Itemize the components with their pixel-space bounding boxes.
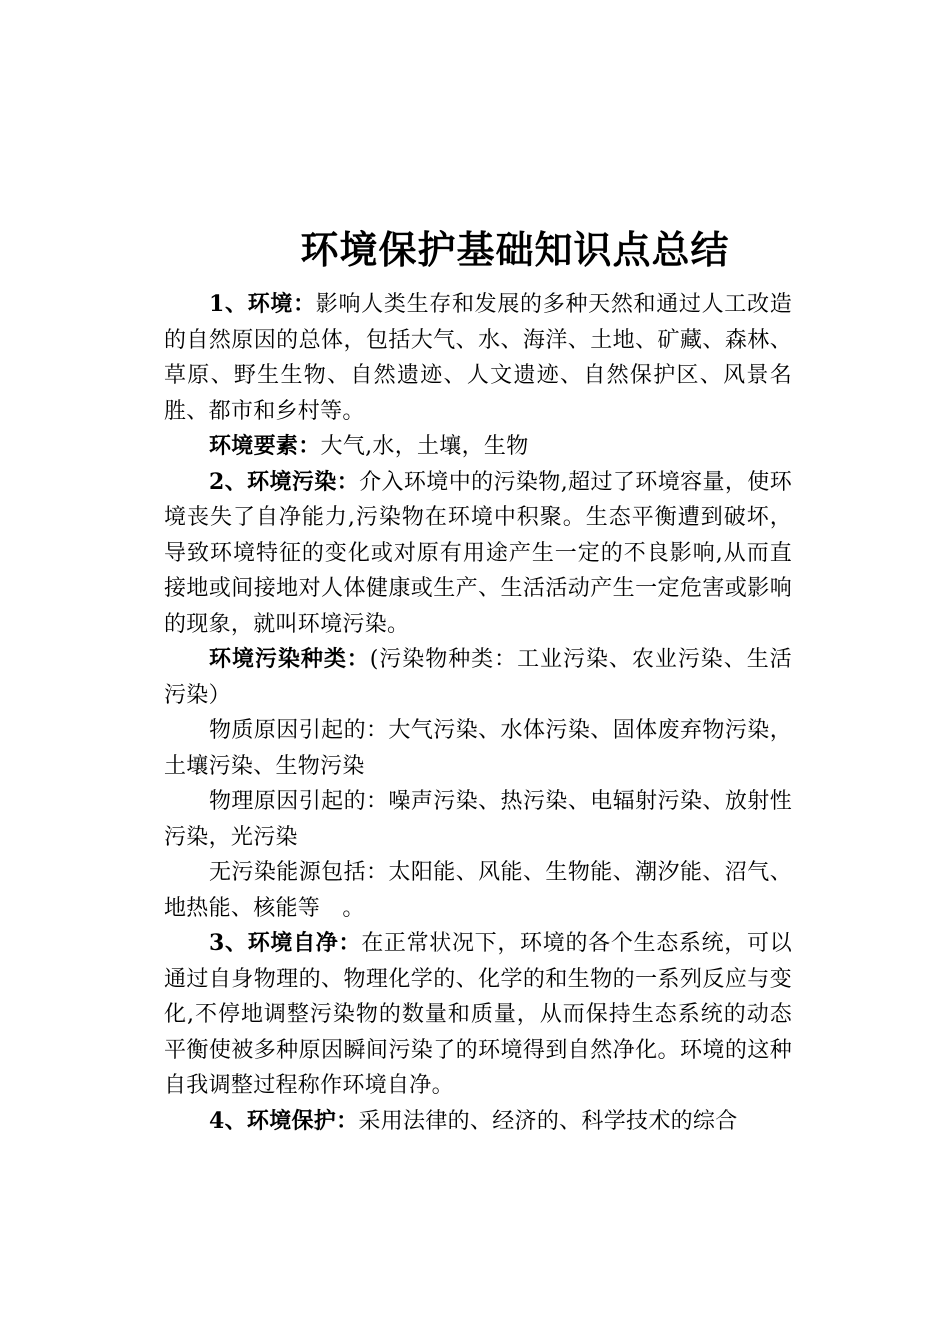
term-label: 2、环境污染： <box>209 468 360 495</box>
paragraph-material-causes <box>164 713 792 784</box>
paragraph-text: 无污染能源包括：太阳能、风能、生物能、潮汐能、沼气、地热能、核能等 。 <box>164 860 792 921</box>
paragraph-text: 在正常状况下，环境的各个生态系统，可以通过自身物理的、物理化学的、化学的和生物的一系列反应与变化,不停地调整污染物的数量和质量，从而保持生态系统的动态平衡使被多种原因瞬间污染了的环境得到自然净化。环境的这种自我调整过程称作环境自净。 <box>164 931 792 1098</box>
document-title: 环境保护基础知识点总结 <box>300 228 730 272</box>
paragraph-pollution-types <box>164 642 792 713</box>
term-label: 4、环境保护： <box>209 1107 359 1134</box>
paragraph-text: 物理原因引起的：噪声污染、热污染、电辐射污染、放射性污染，光污染 <box>164 789 792 850</box>
term-label: 环境要素： <box>209 433 321 459</box>
paragraph-environment-elements <box>164 429 792 465</box>
paragraph-environment <box>164 287 792 429</box>
paragraph-text: 大气,水，土壤，生物 <box>320 434 529 459</box>
paragraph-clean-energy <box>164 855 792 926</box>
paragraph-self-purification <box>164 926 792 1104</box>
term-label: 环境污染种类： <box>209 646 370 672</box>
paragraph-text: 物质原因引起的：大气污染、水体污染、固体废弃物污染，土壤污染、生物污染 <box>164 718 792 779</box>
paragraph-physical-causes <box>164 784 792 855</box>
paragraph-text: (污染物种类：工业污染、农业污染、生活污染） <box>164 647 792 708</box>
paragraph-environmental-pollution <box>164 465 792 643</box>
paragraph-text: 介入环境中的污染物,超过了环境容量，使环境丧失了自净能力,污染物在环境中积聚。生态平衡遭到破坏，导致环境特征的变化或对原有用途产生一定的不良影响,从而直接地或间接地对人体健康或生产、生活活动产生一定危害或影响的现象，就叫环境污染。 <box>164 469 792 637</box>
term-label: 1、环境： <box>209 291 316 317</box>
paragraph-text: 影响人类生存和发展的多种天然和通过人工改造的自然原因的总体，包括大气、水、海洋、土地、矿藏、森林、草原、野生生物、自然遗迹、人文遗迹、自然保护区、风景名胜、都市和乡村等。 <box>164 292 792 424</box>
paragraph-environmental-protection <box>164 1104 792 1140</box>
paragraph-text: 采用法律的、经济的、科学技术的综合 <box>358 1108 738 1134</box>
document-body <box>164 287 792 1139</box>
term-label: 3、环境自净： <box>209 930 362 956</box>
